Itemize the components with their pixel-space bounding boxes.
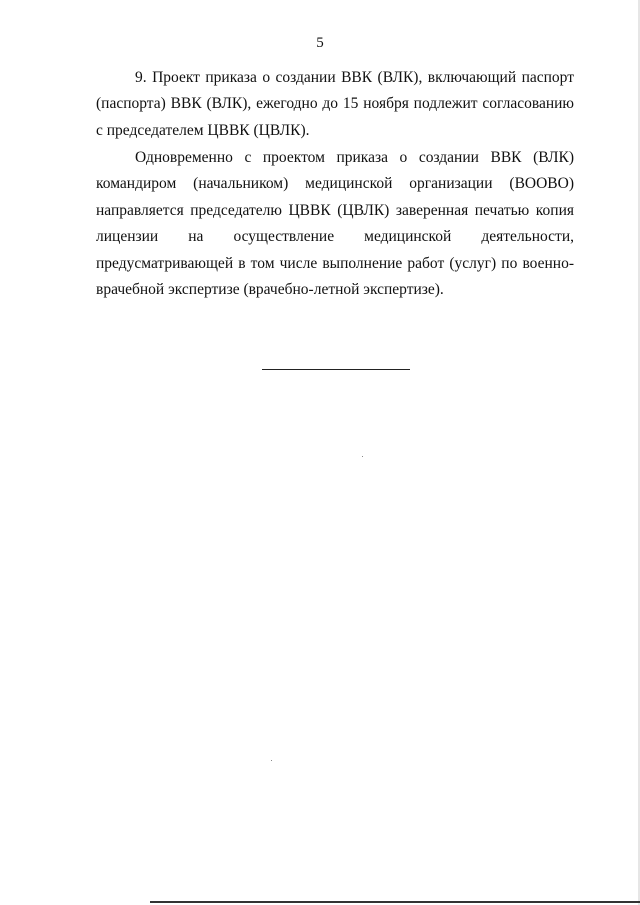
paragraph-2-line: лицензии на осуществление медицинской деятельности, xyxy=(96,228,574,246)
paragraph-2-line: врачебной экспертизе (врачебно-летной экспертизе). xyxy=(96,281,444,299)
paragraph-2-line: Одновременно с проектом приказа о создании ВВК (ВЛК) xyxy=(135,149,574,166)
paragraph-2-line: командиром (начальником) медицинской организации (ВООВО) xyxy=(96,175,574,193)
paragraph-2-line: предусматривающей в том числе выполнение работ (услуг) по военно- xyxy=(96,254,574,272)
scan-edge-bottom xyxy=(150,901,640,903)
paragraph-1-line: с председателем ЦВВК (ЦВЛК). xyxy=(96,121,310,139)
paragraph-1-line: (паспорта) ВВК (ВЛК), ежегодно до 15 ноября подлежит согласованию xyxy=(96,95,574,113)
page-number: 5 xyxy=(316,35,324,51)
paragraph-1 xyxy=(96,65,574,144)
scan-speck xyxy=(271,760,272,761)
paragraph-2-line: направляется председателю ЦВВК (ЦВЛК) заверенная печатью копия xyxy=(96,201,574,219)
separator-line xyxy=(262,369,410,370)
paragraph-2 xyxy=(96,145,574,303)
scan-speck xyxy=(362,456,363,457)
paragraph-1-line: 9. Проект приказа о создании ВВК (ВЛК), включающий паспорт xyxy=(135,69,574,86)
